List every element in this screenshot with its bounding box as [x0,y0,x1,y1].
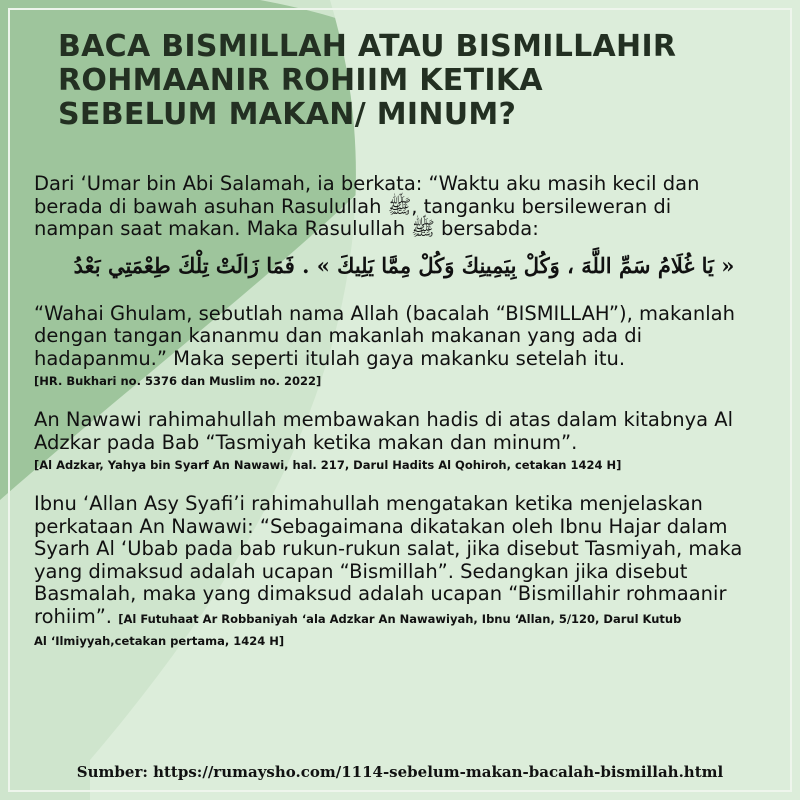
translation-paragraph [34,303,774,371]
text-line: Ibnu ‘Allan Asy Syafi’i rahimahullah mengatakan ketika menjelaskan [34,492,703,515]
text-line: Syarh Al ‘Ubab pada bab rukun-rukun salat, jika disebut Tasmiyah, maka [34,537,743,560]
text-line: Adzkar pada Bab “Tasmiyah ketika makan dan minum”. [34,430,578,454]
text-line: An Nawawi rahimahullah membawakan hadis di atas dalam kitabnya Al [34,408,734,431]
hadith-arabic: « يَا غُلَامُ سَمِّ اللَّهَ ، وَكُلْ بِيَمِينِكَ وَكُلْ مِمَّا يَلِيكَ » . فَمَا زَالَتْ تِلْكَ طِعْمَتِي بَعْدُ [73,252,735,278]
intro-paragraph [34,173,774,241]
text-line: Basmalah, maka yang dimaksud adalah ucapan “Bismillahir rohmaanir [34,582,727,605]
nawawi-reference: [Al Adzkar, Yahya bin Syarf An Nawawi, hal. 217, Darul Hadits Al Qohiroh, cetakan 1424 H] [34,458,622,472]
text-line: dengan tangan kananmu dan makanlah makanan yang ada di [34,324,642,347]
text-line: Dari ‘Umar bin Abi Salamah, ia berkata: “Waktu aku masih kecil dan [34,172,700,195]
allan-reference-continued: Al ‘Ilmiyyah,cetakan pertama, 1424 H] [34,634,285,648]
text-line: berada di bawah asuhan Rasulullah ﷺ, tanganku bersileweran di [34,194,672,218]
text-line: “Wahai Ghulam, sebutlah nama Allah (bacalah “BISMILLAH”), makanlah [34,301,735,325]
text-line [34,606,774,631]
text-line: perkataan An Nawawi: “Sebagaimana dikatakan oleh Ibnu Hajar dalam [34,514,728,538]
text-line: nampan saat makan. Maka Rasulullah ﷺ bersabda: [34,217,539,240]
content [34,173,774,649]
allan-paragraph [34,493,774,630]
text-fragment: rohiim”. [34,604,113,628]
title-line: SEBELUM MAKAN/ MINUM? [58,97,517,132]
page-title [58,30,758,132]
text-line: hadapanmu.” Maka seperti itulah gaya makanku setelah itu. [34,346,626,370]
source-link[interactable]: Sumber: https://rumaysho.com/1114-sebelum-makan-bacalah-bismillah.html [76,763,724,781]
title-line: ROHMAANIR ROHIIM KETIKA [58,63,543,98]
text-line: yang dimaksud adalah ucapan “Bismillah”. Sedangkan jika disebut [34,559,688,583]
title-line: BACA BISMILLAH ATAU BISMILLAHIR [58,29,677,64]
allan-reference: [Al Futuhaat Ar Robbaniyah ‘ala Adzkar An Nawawiyah, Ibnu ‘Allan, 5/120, Darul Kutub [118,611,682,626]
hadith-reference: [HR. Bukhari no. 5376 dan Muslim no. 2022] [34,374,322,388]
nawawi-paragraph [34,409,774,454]
